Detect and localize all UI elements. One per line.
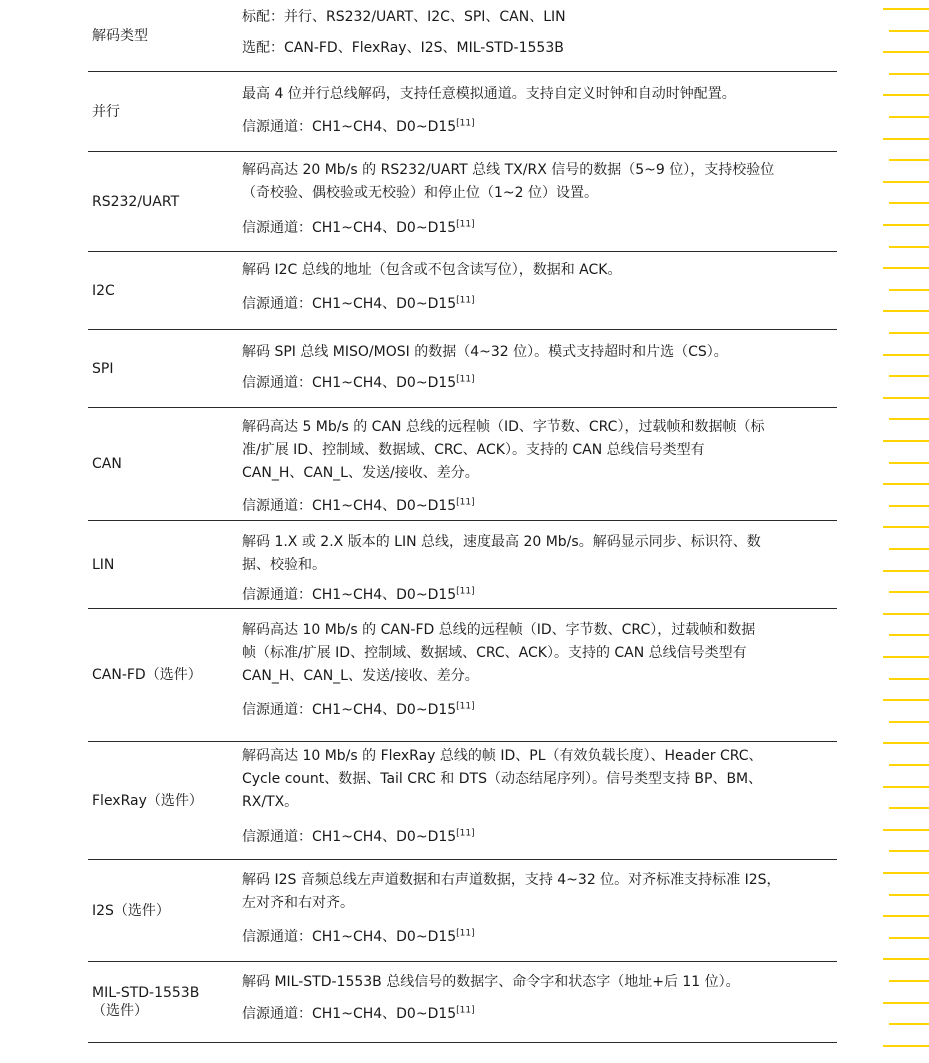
ruler-tick <box>883 138 929 140</box>
row-label: RS232/UART <box>92 193 180 210</box>
ruler-tick <box>889 462 929 464</box>
ruler-tick <box>889 548 929 550</box>
description-line: CAN_H、CAN_L、发送/接收、差分。 <box>242 668 479 684</box>
row-label: 解码类型 <box>92 27 148 44</box>
description-line: 标配：并行、RS232/UART、I2C、SPI、CAN、LIN <box>242 9 566 25</box>
row-label: SPI <box>92 360 114 377</box>
description-line: CAN_H、CAN_L、发送/接收、差分。 <box>242 465 479 481</box>
ruler-tick <box>883 224 929 226</box>
row-description <box>242 521 837 608</box>
ruler-tick <box>889 332 929 334</box>
ruler-tick <box>889 289 929 291</box>
ruler-tick <box>889 30 929 32</box>
ruler-tick <box>883 181 929 183</box>
table-row <box>88 0 837 72</box>
row-description <box>242 609 837 741</box>
source-channels: 信源通道：CH1~CH4、D0~D15[11] <box>242 828 475 845</box>
row-description <box>242 0 837 71</box>
description-line: 解码 I2S 音频总线左声道数据和右声道数据，支持 4~32 位。对齐标准支持标准 I2S， <box>242 872 781 888</box>
ruler-tick <box>883 1002 929 1004</box>
source-channels: 信源通道：CH1~CH4、D0~D15[11] <box>242 118 475 135</box>
ruler-tick <box>883 872 929 874</box>
ruler-tick <box>883 570 929 572</box>
row-description <box>242 962 837 1042</box>
ruler-tick <box>889 937 929 939</box>
ruler-tick <box>883 915 929 917</box>
description-line: 解码 MIL-STD-1553B 总线信号的数据字、命令字和状态字（地址+后 11 位）。 <box>242 974 740 990</box>
ruler-tick <box>889 202 929 204</box>
footnote-ref: [11] <box>456 374 475 385</box>
ruler-tick <box>889 246 929 248</box>
row-label: FlexRay（选件） <box>92 792 203 809</box>
table-row <box>88 962 837 1043</box>
spec-table <box>88 0 837 1043</box>
ruler-tick <box>883 699 929 701</box>
row-description <box>242 252 837 329</box>
ruler-tick <box>883 440 929 442</box>
ruler-tick <box>883 51 929 53</box>
footnote-ref: [11] <box>456 295 475 306</box>
description-line: 解码 SPI 总线 MISO/MOSI 的数据（4~32 位）。模式支持超时和片选（CS）。 <box>242 344 728 360</box>
description-line: 解码高达 10 Mb/s 的 FlexRay 总线的帧 ID、PL（有效负载长度）、Header CRC、 <box>242 748 763 764</box>
table-row <box>88 742 837 860</box>
ruler-tick <box>889 505 929 507</box>
footnote-ref: [11] <box>456 586 475 597</box>
description-line: RX/TX。 <box>242 794 299 810</box>
row-description <box>242 330 837 407</box>
footnote-ref: [11] <box>456 219 475 230</box>
description-line: 准/扩展 ID、控制域、数据域、CRC、ACK）。支持的 CAN 总线信号类型有 <box>242 442 705 458</box>
ruler-tick <box>883 8 929 10</box>
ruler-tick <box>883 742 929 744</box>
ruler-tick <box>889 418 929 420</box>
description-line: 帧（标准/扩展 ID、控制域、数据域、CRC、ACK）。支持的 CAN 总线信号类型有 <box>242 645 747 661</box>
table-row <box>88 252 837 330</box>
source-channels: 信源通道：CH1~CH4、D0~D15[11] <box>242 701 475 718</box>
ruler-tick <box>883 958 929 960</box>
ruler-tick <box>889 375 929 377</box>
row-label: I2S（选件） <box>92 902 170 919</box>
ruler-decoration <box>883 0 929 1063</box>
row-description <box>242 408 837 520</box>
ruler-tick <box>889 721 929 723</box>
ruler-tick <box>883 786 929 788</box>
table-row <box>88 521 837 609</box>
ruler-tick <box>889 980 929 982</box>
ruler-tick <box>889 116 929 118</box>
ruler-tick <box>883 613 929 615</box>
ruler-tick <box>883 526 929 528</box>
ruler-tick <box>883 1045 929 1047</box>
ruler-tick <box>883 483 929 485</box>
row-description <box>242 860 837 961</box>
row-label: MIL-STD-1553B （选件） <box>92 985 200 1019</box>
description-line: 解码 1.X 或 2.X 版本的 LIN 总线，速度最高 20 Mb/s。解码显示同步、标识符、数 <box>242 534 761 550</box>
row-label: CAN-FD（选件） <box>92 667 202 683</box>
footnote-ref: [11] <box>456 497 475 508</box>
footnote-ref: [11] <box>456 1005 475 1016</box>
source-channels: 信源通道：CH1~CH4、D0~D15[11] <box>242 586 475 603</box>
description-line: 最高 4 位并行总线解码，支持任意模拟通道。支持自定义时钟和自动时钟配置。 <box>242 86 736 102</box>
ruler-tick <box>883 656 929 658</box>
description-line: （奇校验、偶校验或无校验）和停止位（1~2 位）设置。 <box>242 185 598 201</box>
row-description <box>242 72 837 151</box>
ruler-tick <box>889 807 929 809</box>
ruler-tick <box>883 310 929 312</box>
table-row <box>88 152 837 252</box>
ruler-tick <box>889 850 929 852</box>
row-label: CAN <box>92 456 122 472</box>
description-line: 解码高达 20 Mb/s 的 RS232/UART 总线 TX/RX 信号的数据（5~9 位），支持校验位 <box>242 162 775 178</box>
row-label: 并行 <box>92 103 120 120</box>
description-line: 据、校验和。 <box>242 557 326 573</box>
ruler-tick <box>883 397 929 399</box>
ruler-tick <box>889 894 929 896</box>
row-description <box>242 742 837 859</box>
table-row <box>88 860 837 962</box>
ruler-tick <box>889 634 929 636</box>
ruler-tick <box>883 94 929 96</box>
table-row <box>88 408 837 521</box>
description-line: Cycle count、数据、Tail CRC 和 DTS（动态结尾序列）。信号类型支持 BP、BM、 <box>242 771 763 787</box>
footnote-ref: [11] <box>456 701 475 712</box>
ruler-tick <box>889 591 929 593</box>
ruler-tick <box>883 354 929 356</box>
source-channels: 信源通道：CH1~CH4、D0~D15[11] <box>242 219 475 236</box>
ruler-tick <box>889 1023 929 1025</box>
source-channels: 信源通道：CH1~CH4、D0~D15[11] <box>242 1005 475 1022</box>
description-line: 解码高达 5 Mb/s 的 CAN 总线的远程帧（ID、字节数、CRC），过载帧和数据帧（标 <box>242 419 765 435</box>
table-row <box>88 609 837 742</box>
ruler-tick <box>889 764 929 766</box>
source-channels: 信源通道：CH1~CH4、D0~D15[11] <box>242 374 475 391</box>
source-channels: 信源通道：CH1~CH4、D0~D15[11] <box>242 295 475 312</box>
ruler-tick <box>883 829 929 831</box>
footnote-ref: [11] <box>456 828 475 839</box>
row-label: I2C <box>92 282 115 299</box>
description-line: 选配：CAN-FD、FlexRay、I2S、MIL-STD-1553B <box>242 40 564 56</box>
source-channels: 信源通道：CH1~CH4、D0~D15[11] <box>242 497 475 514</box>
footnote-ref: [11] <box>456 118 475 129</box>
ruler-tick <box>889 73 929 75</box>
row-label: LIN <box>92 556 115 573</box>
description-line: 解码 I2C 总线的地址（包含或不包含读写位），数据和 ACK。 <box>242 262 622 278</box>
ruler-tick <box>889 159 929 161</box>
description-line: 左对齐和右对齐。 <box>242 895 354 911</box>
row-description <box>242 152 837 251</box>
footnote-ref: [11] <box>456 928 475 939</box>
table-row <box>88 72 837 152</box>
ruler-tick <box>883 267 929 269</box>
source-channels: 信源通道：CH1~CH4、D0~D15[11] <box>242 928 475 945</box>
ruler-tick <box>889 678 929 680</box>
description-line: 解码高达 10 Mb/s 的 CAN-FD 总线的远程帧（ID、字节数、CRC），过载帧和数据 <box>242 622 756 638</box>
table-row <box>88 330 837 408</box>
